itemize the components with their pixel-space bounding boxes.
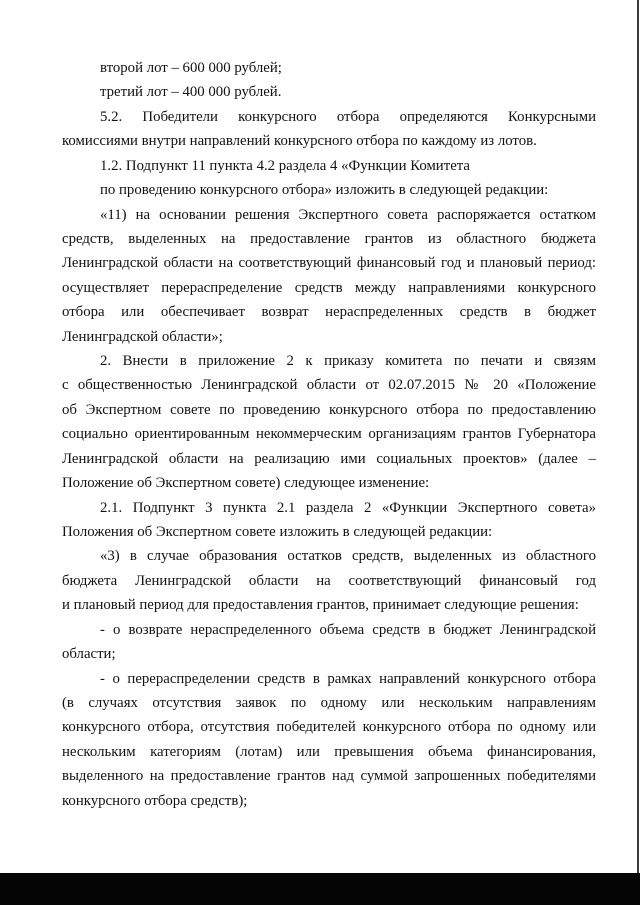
text-line: с общественностью Ленинградской области от 02.07.2015 № 20 «Положение	[62, 377, 596, 394]
paragraph-item-3	[62, 544, 596, 617]
text-line: нескольким категориям (лотам) или превышения объема финансирования,	[62, 743, 596, 760]
text-line: области;	[62, 646, 116, 663]
paragraph-third-lot	[62, 80, 596, 104]
text-line: 1.2. Подпункт 11 пункта 4.2 раздела 4 «Функции Комитета	[100, 157, 470, 174]
text-line: «11) на основании решения Экспертного совета распоряжается остатком	[100, 206, 596, 223]
text-line: Положения об Экспертном совете изложить в следующей редакции:	[62, 524, 493, 541]
text-line: конкурсного отбора, отсутствия победителей конкурсного отбора по одному или	[62, 719, 596, 736]
text-line: 2.1. Подпункт 3 пункта 2.1 раздела 2 «Функции Экспертного совета»	[100, 499, 596, 516]
paragraph-item-11	[62, 203, 596, 350]
text-line: об Экспертном совете по проведению конкурсного отбора по предоставлению	[62, 401, 596, 418]
paragraph-second-lot	[62, 56, 596, 80]
paragraph-2-1	[62, 496, 596, 545]
text-line: Ленинградской области на реализацию ими социальных проектов» (далее –	[62, 450, 596, 467]
document-body	[62, 56, 596, 813]
text-line: бюджета Ленинградской области на соответствующий финансовый год	[62, 572, 596, 589]
paragraph-5-2	[62, 105, 596, 154]
text-line: отбора или обеспечивает возврат нераспределенных средств в бюджет	[62, 304, 596, 321]
text-line: комиссиями внутри направлений конкурсного отбора по каждому из лотов.	[62, 133, 537, 150]
text-line: средств, выделенных на предоставление грантов из областного бюджета	[62, 230, 596, 247]
text-line: второй лот – 600 000 рублей;	[100, 60, 282, 76]
text-line: - о перераспределении средств в рамках направлений конкурсного отбора	[100, 670, 596, 687]
text-line: осуществляет перераспределение средств между направлениями конкурсного	[62, 279, 596, 296]
text-line: Положение об Экспертном совете) следующее изменение:	[62, 475, 430, 492]
scan-edge	[637, 0, 639, 873]
text-line: - о возврате нераспределенного объема средств в бюджет Ленинградской	[100, 621, 596, 638]
text-line: по проведению конкурсного отбора» изложить в следующей редакции:	[100, 182, 549, 199]
text-line: Ленинградской области на соответствующий финансовый год и плановый период:	[62, 255, 596, 272]
paragraph-bullet-redistribution	[62, 667, 596, 814]
scan-border-bar	[0, 873, 640, 905]
text-line: выделенного на предоставление грантов над суммой запрошенных победителями	[62, 768, 596, 785]
paragraph-bullet-return	[62, 618, 596, 667]
text-line: конкурсного отбора средств);	[62, 792, 248, 809]
text-line: Ленинградской области»;	[62, 328, 223, 345]
text-line: «3) в случае образования остатков средств, выделенных из областного	[100, 548, 596, 565]
paragraph-1-2	[62, 154, 596, 203]
text-line: 2. Внести в приложение 2 к приказу комитета по печати и связям	[100, 353, 596, 370]
paragraph-2	[62, 349, 596, 496]
text-line: третий лот – 400 000 рублей.	[100, 84, 282, 101]
text-line: социально ориентированным некоммерческим организациям грантов Губернатора	[62, 426, 596, 443]
text-line: 5.2. Победители конкурсного отбора определяются Конкурсными	[100, 108, 596, 125]
text-line: (в случаях отсутствия заявок по одному или нескольким направлениям	[62, 694, 596, 711]
text-line: и плановый период для предоставления грантов, принимает следующие решения:	[62, 597, 579, 614]
